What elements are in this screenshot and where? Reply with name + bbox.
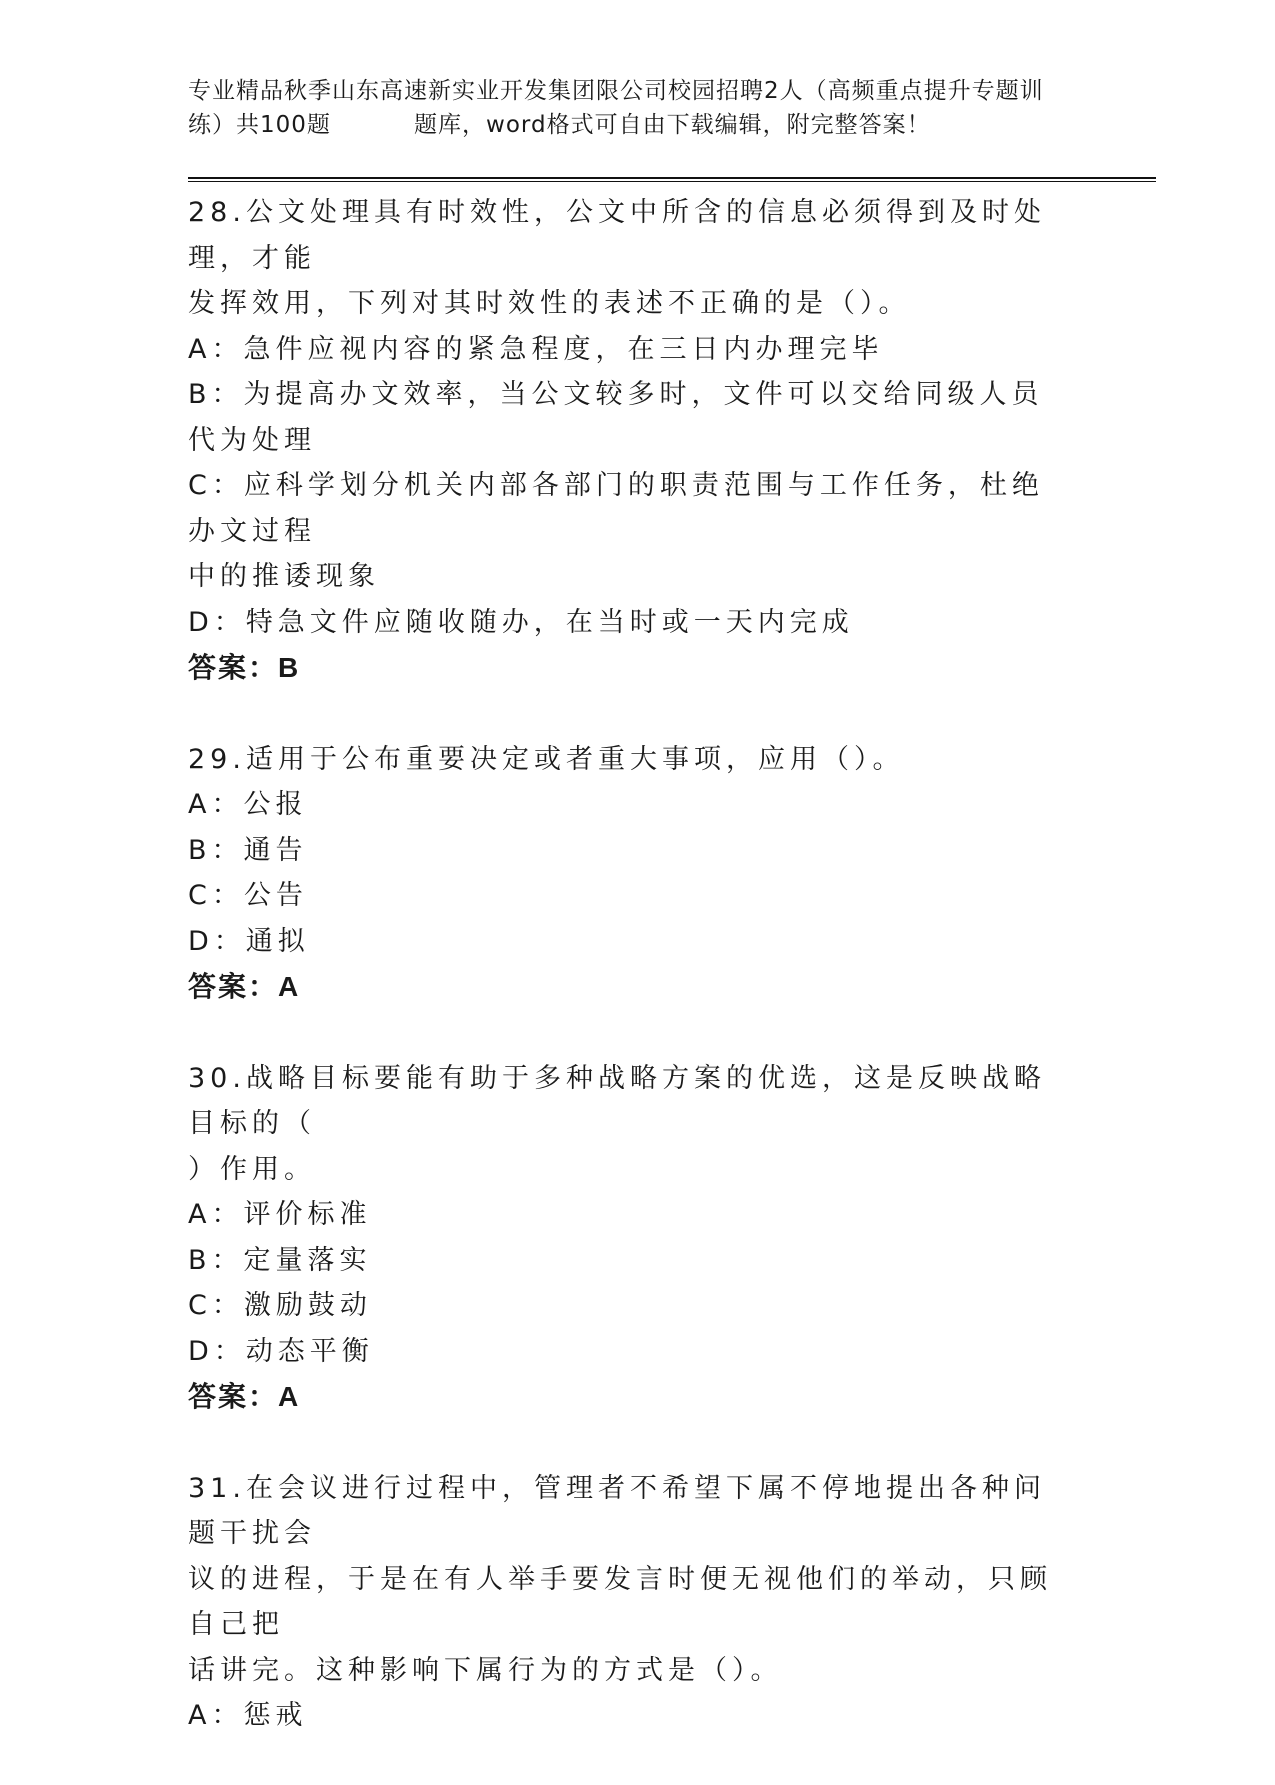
header-line-2-part-1: 练）共100题 bbox=[188, 112, 331, 138]
question-28 bbox=[188, 190, 1068, 691]
question-text: 议的进程，于是在有人举手要发言时便无视他们的举动，只顾自己把 bbox=[188, 1563, 1052, 1640]
answer: 答案：B bbox=[188, 652, 301, 683]
question-29 bbox=[188, 737, 1068, 1010]
option-c: C：激励鼓动 bbox=[188, 1290, 372, 1321]
question-30 bbox=[188, 1056, 1068, 1420]
page-header bbox=[188, 74, 1088, 142]
question-text: 发挥效用，下列对其时效性的表述不正确的是（）。 bbox=[188, 288, 911, 319]
question-list bbox=[188, 190, 1068, 1785]
question-text: 30.战略目标要能有助于多种战略方案的优选，这是反映战略目标的（ bbox=[188, 1062, 1046, 1139]
question-text: 31.在会议进行过程中，管理者不希望下属不停地提出各种问题干扰会 bbox=[188, 1472, 1046, 1549]
option-b: B：定量落实 bbox=[188, 1244, 372, 1276]
option-b: B：为提高办文效率，当公文较多时，文件可以交给同级人员代为处理 bbox=[188, 379, 1044, 456]
header-line-2-part-2: 题库，word格式可自由下载编辑，附完整答案！ bbox=[414, 112, 931, 138]
option-a: A：评价标准 bbox=[188, 1199, 372, 1230]
question-text: 28.公文处理具有时效性，公文中所含的信息必须得到及时处理，才能 bbox=[188, 197, 1046, 274]
option-a: A：急件应视内容的紧急程度，在三日内办理完毕 bbox=[188, 333, 884, 365]
option-d: D：通拟 bbox=[188, 925, 310, 957]
question-text: ）作用。 bbox=[188, 1153, 316, 1185]
question-text: 29.适用于公布重要决定或者重大事项，应用（）。 bbox=[188, 743, 905, 775]
header-line-1: 专业精品秋季山东高速新实业开发集团限公司校园招聘2人（高频重点提升专题训 bbox=[188, 78, 1044, 104]
question-text: 话讲完。这种影响下属行为的方式是（）。 bbox=[188, 1654, 783, 1686]
option-a: A：公报 bbox=[188, 789, 308, 820]
option-a: A：惩戒 bbox=[188, 1700, 308, 1731]
header-divider bbox=[188, 177, 1156, 182]
option-c-continued: 中的推诿现象 bbox=[188, 561, 380, 592]
option-b: B：通告 bbox=[188, 834, 308, 866]
answer: 答案：A bbox=[188, 971, 301, 1002]
option-c: C：公告 bbox=[188, 880, 308, 911]
answer: 答案：A bbox=[188, 1381, 301, 1412]
header-line-2 bbox=[188, 108, 1088, 142]
option-d: D：特急文件应随收随办，在当时或一天内完成 bbox=[188, 606, 854, 638]
question-31 bbox=[188, 1466, 1068, 1739]
option-c: C：应科学划分机关内部各部门的职责范围与工作任务，杜绝办文过程 bbox=[188, 470, 1044, 547]
option-d: D：动态平衡 bbox=[188, 1335, 374, 1367]
